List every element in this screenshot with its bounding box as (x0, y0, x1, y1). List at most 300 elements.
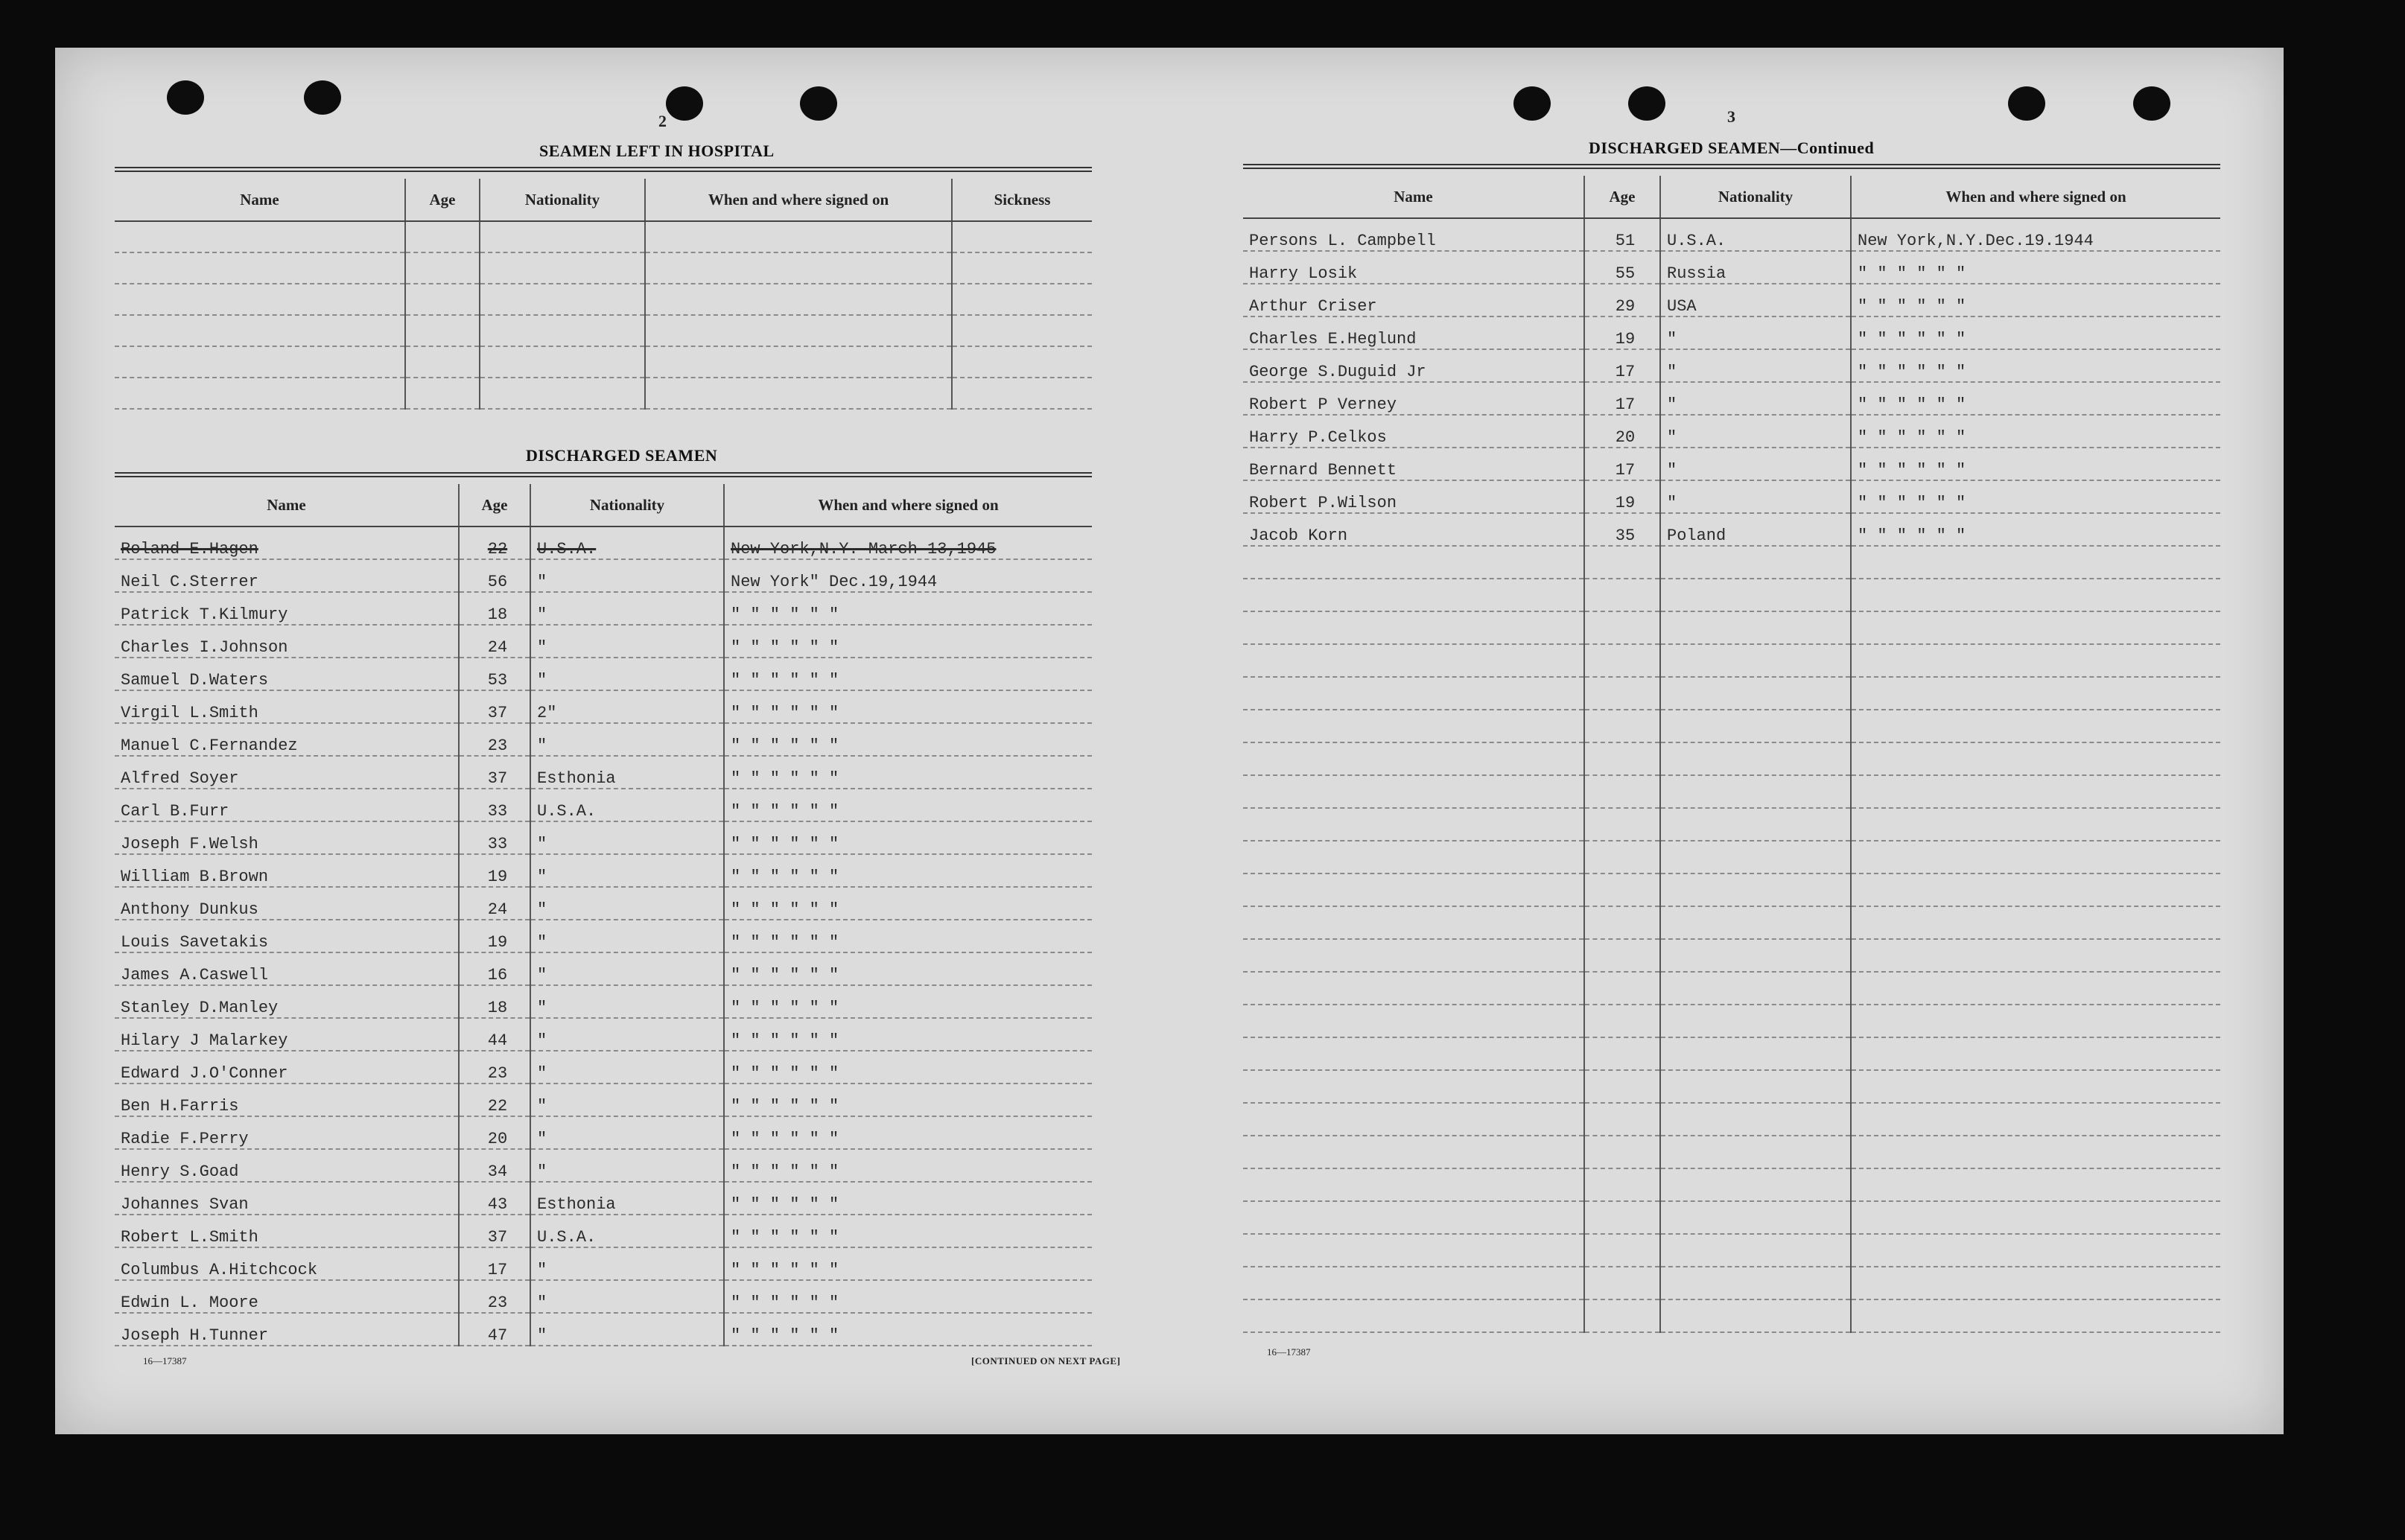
empty-cell (1584, 1234, 1660, 1267)
table-row (1243, 1037, 2220, 1070)
empty-cell (1584, 644, 1660, 677)
table-row (1243, 972, 2220, 1005)
table-row (115, 592, 1092, 625)
signed-on-cell: " " " " " " (724, 1018, 1092, 1051)
column-header: Age (459, 484, 530, 526)
empty-cell (115, 221, 405, 252)
table-row (115, 559, 1092, 592)
age-cell: 34 (459, 1149, 530, 1182)
empty-cell (1851, 841, 2220, 874)
empty-cell (1851, 1136, 2220, 1168)
table-row (1243, 1201, 2220, 1234)
discharged-table-right (1243, 176, 2220, 1333)
empty-cell (952, 346, 1092, 378)
name-cell: Anthony Dunkus (115, 887, 459, 920)
empty-cell (1584, 808, 1660, 841)
empty-cell (1851, 939, 2220, 972)
empty-cell (1660, 1005, 1851, 1037)
name-cell: William B.Brown (115, 854, 459, 887)
signed-on-cell: " " " " " " (724, 1313, 1092, 1346)
name-cell: Joseph F.Welsh (115, 821, 459, 854)
table-row (115, 723, 1092, 756)
signed-on-cell: " " " " " " (1851, 316, 2220, 349)
name-cell: Stanley D.Manley (115, 985, 459, 1018)
table-row (115, 221, 1092, 252)
empty-cell (1851, 579, 2220, 611)
nationality-cell: " (1660, 415, 1851, 448)
age-cell: 23 (459, 1280, 530, 1313)
table-row (1243, 579, 2220, 611)
empty-cell (480, 378, 645, 409)
age-cell: 37 (459, 756, 530, 789)
empty-cell (1660, 546, 1851, 579)
name-cell: Ben H.Farris (115, 1084, 459, 1116)
empty-cell (1243, 1005, 1584, 1037)
empty-cell (1584, 1037, 1660, 1070)
age-cell: 22 (459, 526, 530, 559)
nationality-cell: U.S.A. (530, 789, 724, 821)
empty-cell (645, 221, 952, 252)
table-row (1243, 1005, 2220, 1037)
nationality-cell: " (530, 592, 724, 625)
signed-on-cell: " " " " " " (724, 821, 1092, 854)
column-header: Age (405, 179, 480, 221)
table-row (115, 1280, 1092, 1313)
signed-on-cell: " " " " " " (1851, 448, 2220, 480)
empty-cell (1584, 841, 1660, 874)
signed-on-cell: " " " " " " (724, 920, 1092, 952)
empty-cell (1660, 939, 1851, 972)
table-row (115, 1247, 1092, 1280)
empty-cell (1660, 1267, 1851, 1299)
age-cell: 20 (1584, 415, 1660, 448)
name-cell: Patrick T.Kilmury (115, 592, 459, 625)
age-cell: 20 (459, 1116, 530, 1149)
nationality-cell: " (530, 1051, 724, 1084)
empty-cell (1584, 710, 1660, 742)
punch-hole (800, 86, 837, 121)
empty-cell (645, 284, 952, 315)
empty-cell (1584, 611, 1660, 644)
table-row (115, 887, 1092, 920)
column-header: When and where signed on (645, 179, 952, 221)
empty-cell (1660, 1201, 1851, 1234)
signed-on-cell: " " " " " " (1851, 284, 2220, 316)
age-cell: 37 (459, 690, 530, 723)
signed-on-cell: " " " " " " (724, 887, 1092, 920)
signed-on-cell: " " " " " " (1851, 251, 2220, 284)
empty-cell (1851, 1005, 2220, 1037)
column-header: When and where signed on (1851, 176, 2220, 218)
page-number: 3 (1727, 107, 1735, 126)
signed-on-cell: " " " " " " (1851, 415, 2220, 448)
name-cell: Robert P Verney (1243, 382, 1584, 415)
age-cell: 55 (1584, 251, 1660, 284)
nationality-cell: " (1660, 448, 1851, 480)
nationality-cell: " (530, 1116, 724, 1149)
empty-cell (1243, 611, 1584, 644)
table-row (1243, 1299, 2220, 1332)
table-row (115, 952, 1092, 985)
name-cell: Harry P.Celkos (1243, 415, 1584, 448)
age-cell: 35 (1584, 513, 1660, 546)
table-row (115, 1051, 1092, 1084)
empty-cell (1660, 1299, 1851, 1332)
table-row (115, 789, 1092, 821)
signed-on-cell: " " " " " " (724, 1215, 1092, 1247)
punch-hole (304, 80, 341, 115)
table-row (1243, 284, 2220, 316)
empty-cell (1660, 1234, 1851, 1267)
empty-cell (1243, 677, 1584, 710)
signed-on-cell: " " " " " " (724, 625, 1092, 658)
signed-on-cell: " " " " " " (724, 1084, 1092, 1116)
nationality-cell: " (1660, 382, 1851, 415)
empty-cell (952, 378, 1092, 409)
empty-cell (1243, 841, 1584, 874)
age-cell: 17 (1584, 448, 1660, 480)
table-row (115, 854, 1092, 887)
table-row (1243, 644, 2220, 677)
empty-cell (1851, 611, 2220, 644)
empty-cell (1243, 546, 1584, 579)
empty-cell (645, 315, 952, 346)
name-cell: James A.Caswell (115, 952, 459, 985)
signed-on-cell: " " " " " " (724, 1182, 1092, 1215)
nationality-cell: USA (1660, 284, 1851, 316)
empty-cell (1243, 1037, 1584, 1070)
table-row (1243, 1136, 2220, 1168)
table-row (1243, 546, 2220, 579)
name-cell: Robert L.Smith (115, 1215, 459, 1247)
name-cell: Edwin L. Moore (115, 1280, 459, 1313)
table-row (1243, 1168, 2220, 1201)
signed-on-cell: " " " " " " (724, 1149, 1092, 1182)
signed-on-cell: New York,N.Y.Dec.19.1944 (1851, 218, 2220, 251)
divider (115, 472, 1092, 477)
empty-cell (1243, 1136, 1584, 1168)
age-cell: 53 (459, 658, 530, 690)
empty-cell (480, 315, 645, 346)
empty-cell (1584, 579, 1660, 611)
empty-cell (1851, 546, 2220, 579)
nationality-cell: " (530, 854, 724, 887)
empty-cell (1660, 906, 1851, 939)
empty-cell (1660, 775, 1851, 808)
signed-on-cell: " " " " " " (724, 1280, 1092, 1313)
empty-cell (1243, 972, 1584, 1005)
table-row (1243, 382, 2220, 415)
empty-cell (1851, 677, 2220, 710)
nationality-cell: " (530, 1084, 724, 1116)
empty-cell (645, 252, 952, 284)
empty-cell (645, 346, 952, 378)
table-row (1243, 1070, 2220, 1103)
nationality-cell: " (530, 821, 724, 854)
table-row (115, 252, 1092, 284)
age-cell: 33 (459, 789, 530, 821)
table-row (115, 920, 1092, 952)
empty-cell (1243, 874, 1584, 906)
signed-on-cell: " " " " " " (724, 952, 1092, 985)
empty-cell (1584, 939, 1660, 972)
empty-cell (1584, 1201, 1660, 1234)
age-cell: 44 (459, 1018, 530, 1051)
column-header: When and where signed on (724, 484, 1092, 526)
name-cell: Columbus A.Hitchcock (115, 1247, 459, 1280)
signed-on-cell: " " " " " " (724, 1051, 1092, 1084)
age-cell: 17 (1584, 382, 1660, 415)
empty-cell (1660, 644, 1851, 677)
nationality-cell: " (530, 1018, 724, 1051)
table-row (1243, 1103, 2220, 1136)
empty-cell (1584, 972, 1660, 1005)
empty-cell (1660, 1037, 1851, 1070)
empty-cell (1584, 906, 1660, 939)
signed-on-cell: " " " " " " (724, 756, 1092, 789)
name-cell: Jacob Korn (1243, 513, 1584, 546)
table-row (115, 1084, 1092, 1116)
nationality-cell: " (1660, 480, 1851, 513)
empty-cell (952, 315, 1092, 346)
table-row (1243, 349, 2220, 382)
form-number: 16—17387 (1267, 1346, 1311, 1358)
table-row (1243, 448, 2220, 480)
empty-cell (1851, 742, 2220, 775)
nationality-cell: " (530, 1149, 724, 1182)
punch-hole (2133, 86, 2170, 121)
name-cell: Arthur Criser (1243, 284, 1584, 316)
empty-cell (1243, 1103, 1584, 1136)
table-row (1243, 677, 2220, 710)
empty-cell (1584, 1267, 1660, 1299)
name-cell: George S.Duguid Jr (1243, 349, 1584, 382)
nationality-cell: " (530, 625, 724, 658)
signed-on-cell: " " " " " " (724, 690, 1092, 723)
table-row (1243, 775, 2220, 808)
table-row (115, 526, 1092, 559)
age-cell: 33 (459, 821, 530, 854)
table-row (115, 1116, 1092, 1149)
age-cell: 51 (1584, 218, 1660, 251)
divider (115, 167, 1092, 172)
table-row (115, 821, 1092, 854)
signed-on-cell: " " " " " " (724, 854, 1092, 887)
age-cell: 16 (459, 952, 530, 985)
empty-cell (1660, 874, 1851, 906)
column-header: Nationality (530, 484, 724, 526)
empty-cell (480, 284, 645, 315)
empty-cell (1851, 1103, 2220, 1136)
empty-cell (1243, 1299, 1584, 1332)
empty-cell (1851, 874, 2220, 906)
empty-cell (115, 378, 405, 409)
empty-cell (480, 252, 645, 284)
age-cell: 23 (459, 1051, 530, 1084)
name-cell: Radie F.Perry (115, 1116, 459, 1149)
age-cell: 18 (459, 592, 530, 625)
table-row (115, 284, 1092, 315)
signed-on-cell: " " " " " " (724, 592, 1092, 625)
name-cell: Henry S.Goad (115, 1149, 459, 1182)
table-row (115, 1313, 1092, 1346)
signed-on-cell: " " " " " " (724, 723, 1092, 756)
punch-hole (1628, 86, 1665, 121)
nationality-cell: " (530, 723, 724, 756)
empty-cell (1243, 1168, 1584, 1201)
empty-cell (1243, 710, 1584, 742)
table-row (1243, 415, 2220, 448)
empty-cell (115, 346, 405, 378)
name-cell: Edward J.O'Conner (115, 1051, 459, 1084)
signed-on-cell: " " " " " " (724, 658, 1092, 690)
nationality-cell: Poland (1660, 513, 1851, 546)
table-row (1243, 742, 2220, 775)
signed-on-cell: " " " " " " (724, 985, 1092, 1018)
table-row (1243, 841, 2220, 874)
discharged-section-title: DISCHARGED SEAMEN (526, 446, 718, 465)
page-number: 2 (658, 112, 667, 130)
name-cell: Louis Savetakis (115, 920, 459, 952)
punch-hole (1513, 86, 1551, 121)
name-cell: Roland E.Hagen (115, 526, 459, 559)
empty-cell (115, 284, 405, 315)
empty-cell (1243, 742, 1584, 775)
name-cell: Persons L. Campbell (1243, 218, 1584, 251)
nationality-cell: " (530, 952, 724, 985)
empty-cell (1660, 808, 1851, 841)
age-cell: 24 (459, 887, 530, 920)
hospital-table (115, 179, 1092, 410)
name-cell: Virgil L.Smith (115, 690, 459, 723)
empty-cell (1851, 1168, 2220, 1201)
empty-cell (1851, 1267, 2220, 1299)
table-row (1243, 939, 2220, 972)
nationality-cell: " (530, 1313, 724, 1346)
age-cell: 43 (459, 1182, 530, 1215)
empty-cell (1660, 611, 1851, 644)
empty-cell (1660, 1168, 1851, 1201)
age-cell: 24 (459, 625, 530, 658)
table-row (1243, 1267, 2220, 1299)
name-cell: Carl B.Furr (115, 789, 459, 821)
table-row (115, 346, 1092, 378)
empty-cell (1243, 906, 1584, 939)
empty-cell (1584, 775, 1660, 808)
empty-cell (1660, 972, 1851, 1005)
name-cell: Robert P.Wilson (1243, 480, 1584, 513)
nationality-cell: Esthonia (530, 1182, 724, 1215)
name-cell: Joseph H.Tunner (115, 1313, 459, 1346)
name-cell: Manuel C.Fernandez (115, 723, 459, 756)
age-cell: 47 (459, 1313, 530, 1346)
table-row (115, 1182, 1092, 1215)
table-row (1243, 251, 2220, 284)
empty-cell (1851, 906, 2220, 939)
empty-cell (480, 221, 645, 252)
column-header: Nationality (480, 179, 645, 221)
empty-cell (1851, 710, 2220, 742)
empty-cell (1243, 808, 1584, 841)
age-cell: 29 (1584, 284, 1660, 316)
signed-on-cell: " " " " " " (1851, 382, 2220, 415)
empty-cell (1243, 1201, 1584, 1234)
punch-hole (666, 86, 703, 121)
empty-cell (1584, 1168, 1660, 1201)
column-header: Name (1243, 176, 1584, 218)
empty-cell (480, 346, 645, 378)
empty-cell (1851, 1037, 2220, 1070)
nationality-cell: Russia (1660, 251, 1851, 284)
discharged-continued-title: DISCHARGED SEAMEN—Continued (1589, 139, 1875, 157)
hospital-section-title: SEAMEN LEFT IN HOSPITAL (539, 141, 775, 160)
age-cell: 18 (459, 985, 530, 1018)
empty-cell (1660, 1136, 1851, 1168)
empty-cell (405, 252, 480, 284)
name-cell: Alfred Soyer (115, 756, 459, 789)
signed-on-cell: " " " " " " (1851, 349, 2220, 382)
empty-cell (1851, 1299, 2220, 1332)
signed-on-cell: New York,N.Y. March 13,1945 (724, 526, 1092, 559)
table-row (1243, 218, 2220, 251)
nationality-cell: U.S.A. (530, 1215, 724, 1247)
signed-on-cell: " " " " " " (1851, 513, 2220, 546)
nationality-cell: " (530, 887, 724, 920)
age-cell: 19 (459, 854, 530, 887)
age-cell: 17 (459, 1247, 530, 1280)
empty-cell (405, 221, 480, 252)
empty-cell (1584, 546, 1660, 579)
empty-cell (1584, 742, 1660, 775)
table-row (115, 378, 1092, 409)
nationality-cell: " (1660, 316, 1851, 349)
nationality-cell: " (530, 985, 724, 1018)
empty-cell (115, 252, 405, 284)
column-header: Age (1584, 176, 1660, 218)
name-cell: Johannes Svan (115, 1182, 459, 1215)
table-row (1243, 480, 2220, 513)
table-row (115, 985, 1092, 1018)
empty-cell (952, 284, 1092, 315)
empty-cell (1584, 677, 1660, 710)
empty-cell (1660, 710, 1851, 742)
empty-cell (1660, 677, 1851, 710)
form-number: 16—17387 (143, 1355, 187, 1366)
empty-cell (115, 315, 405, 346)
age-cell: 19 (1584, 316, 1660, 349)
nationality-cell: " (530, 1280, 724, 1313)
name-cell: Bernard Bennett (1243, 448, 1584, 480)
nationality-cell: U.S.A. (530, 526, 724, 559)
table-row (1243, 906, 2220, 939)
table-row (1243, 710, 2220, 742)
column-header: Name (115, 484, 459, 526)
empty-cell (1851, 1234, 2220, 1267)
empty-cell (1584, 1136, 1660, 1168)
empty-cell (1851, 972, 2220, 1005)
empty-cell (1851, 1070, 2220, 1103)
nationality-cell: " (530, 559, 724, 592)
empty-cell (1851, 775, 2220, 808)
punch-hole (167, 80, 204, 115)
empty-cell (1243, 644, 1584, 677)
nationality-cell: " (1660, 349, 1851, 382)
empty-cell (952, 252, 1092, 284)
table-row (1243, 808, 2220, 841)
empty-cell (1660, 1103, 1851, 1136)
table-row (1243, 513, 2220, 546)
table-row (1243, 316, 2220, 349)
